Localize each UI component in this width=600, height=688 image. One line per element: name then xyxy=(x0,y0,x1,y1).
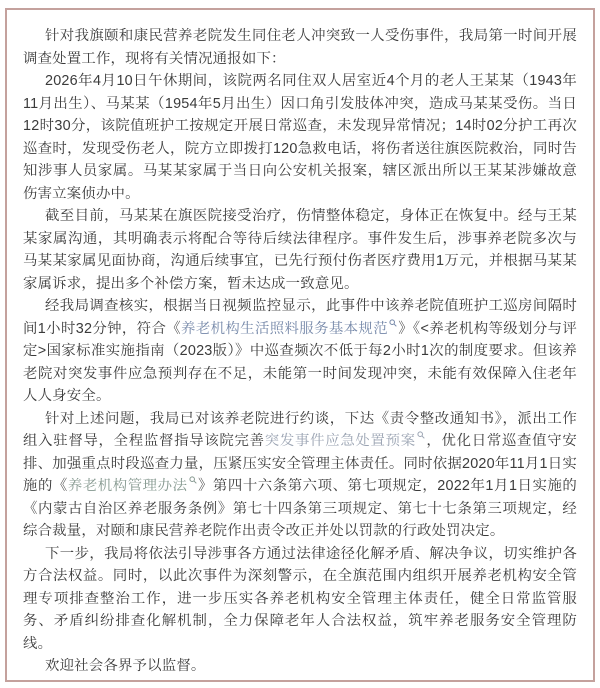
search-icon xyxy=(389,319,397,327)
paragraph xyxy=(23,295,577,408)
text-run: ，优化日常巡查值守安排、加强重点时段巡查力量，压紧压实安全管理主体责任。同时依据2020年11月1日实施的《 xyxy=(23,433,577,494)
search-icon xyxy=(189,476,197,484)
reference-link[interactable]: 养老机构生活照料服务基本规范 xyxy=(181,320,388,337)
text-run: 欢迎社会各界予以监督。 xyxy=(45,658,206,674)
text-run: 针对上述问题，我局已对该养老院进行约谈，下达《责令整改通知书》，派出工作组入驻督导，全程监督指导该院完善 xyxy=(23,410,577,449)
paragraph xyxy=(23,205,577,295)
paragraph xyxy=(23,408,577,543)
text-run: 下一步，我局将依法引导涉事各方通过法律途径化解矛盾、解决争议，切实维护各方合法权益。同时，以此次事件为深刻警示，在全旗范围内组织开展养老机构安全管理专项排查整治工作，进一步压实各养老机构安全管理主体责任，健全日常监管服务、矛盾纠纷排查化解机制，全力保障老年人合法权益，筑牢养老服务安全管理防线。 xyxy=(23,545,577,652)
text-run: 》《<养老机构等级划分与评定>国家标准实施指南（2023版）》中巡查频次不低于每2小时1次的制度要求。但该养老院对突发事件应急预判存在不足，未能第一时间发现冲突，未能有效保障入住老年人人身安全。 xyxy=(23,320,577,404)
reference-link[interactable]: 突发事件应急处置预案 xyxy=(264,433,416,449)
search-icon xyxy=(417,431,425,439)
article-body xyxy=(7,10,593,688)
text-run: 》第四十六条第六项、第七项规定，2022年1月1日实施的《内蒙古自治区养老服务条例》第七十四条第三项规定、第七十七条第三项规定，经综合裁量，对颐和康民营养老院作出责令改正并处以罚款的行政处罚决定。 xyxy=(23,478,578,539)
text-run: 2026年4月10日午休期间，该院两名同住双人居室近4个月的老人王某某（1943年11月出生）、马某某（1954年5月出生）因口角引发肢体冲突，造成马某某受伤。当日12时30分，该院值班护工按规定开展日常巡查，未发现异常情况；14时02分护工再次巡查时，发现受伤老人，院方立即拨打120急救电话，将伤者送往旗医院救治，同时告知涉事人员家属。马某某家属于当日向公安机关报案，辖区派出所以王某某涉嫌故意伤害立案侦办中。 xyxy=(23,73,577,202)
text-run: 截至目前，马某某在旗医院接受治疗，伤情整体稳定，身体正在恢复中。经与王某某家属沟通，其明确表示将配合等待后续法律程序。事件发生后，涉事养老院多次与马某某家属见面协商，沟通后续事宜，已先行预付伤者医疗费用1万元，并根据马某某家属诉求，提出多个补偿方案，暂未达成一致意见。 xyxy=(23,208,577,292)
notice-frame xyxy=(5,8,595,682)
paragraph xyxy=(23,70,577,205)
text-run: 针对我旗颐和康民营养老院发生同住老人冲突致一人受伤事件，我局第一时间开展调查处置工作，现将有关情况通报如下： xyxy=(23,28,577,67)
text-run: 经我局调查核实，根据当日视频监控显示，此事件中该养老院值班护工巡房间隔时间1小时32分钟，符合《 xyxy=(23,298,577,337)
paragraph xyxy=(23,543,577,656)
paragraph xyxy=(23,25,577,70)
paragraph xyxy=(23,655,577,678)
reference-link[interactable]: 养老机构管理办法 xyxy=(67,478,188,494)
